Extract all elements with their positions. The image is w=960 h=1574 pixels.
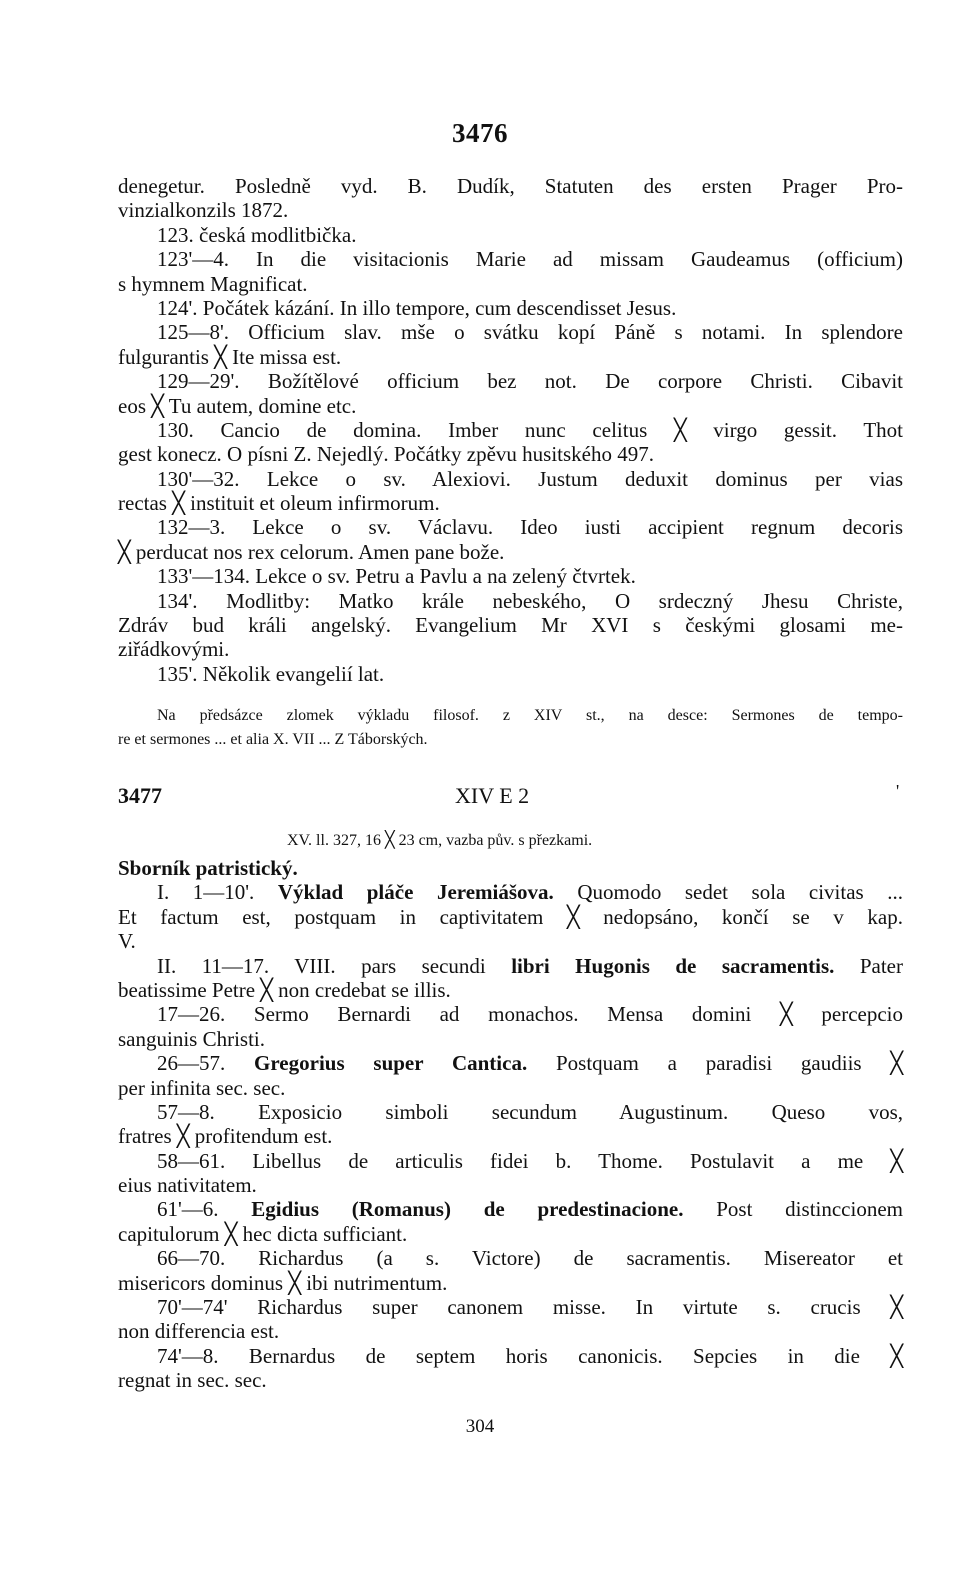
entry-3477-contents bbox=[118, 856, 903, 1393]
text-line: 17—26. Sermo Bernardi ad monachos. Mensa domini ╳ percepcio bbox=[157, 1002, 903, 1027]
text-line: eius nativitatem. bbox=[118, 1173, 257, 1198]
text-line: 130. Cancio de domina. Imber nunc celitus ╳ virgo gessit. Thot bbox=[157, 417, 903, 442]
text-line: 58—61. Libellus de articulis fidei b. Thome. Postulavit a me ╳ bbox=[157, 1148, 903, 1173]
text-line: rectas ╳ instituit et oleum infirmorum. bbox=[118, 491, 440, 516]
text-line: 57—8. Exposicio simboli secundum Augustinum. Queso vos, bbox=[157, 1099, 903, 1124]
note-line: Na předsázce zlomek výkladu filosof. z XIV st., na desce: Sermones de tempo- bbox=[157, 707, 903, 724]
text-line: 132—3. Lekce o sv. Václavu. Ideo iusti accipient regnum decoris bbox=[157, 515, 903, 540]
text-line: 129—29'. Božítělové officium bez not. De corpore Christi. Cibavit bbox=[157, 369, 903, 394]
text-line: beatissime Petre ╳ non credebat se illis. bbox=[118, 977, 451, 1002]
text-line: 70'—74' Richardus super canonem misse. In virtute s. crucis ╳ bbox=[157, 1295, 903, 1320]
provenance-note bbox=[118, 704, 903, 752]
text-line: s hymnem Magnificat. bbox=[118, 271, 308, 296]
text-line: I. 1—10'. Výklad pláče Jeremiášova. Quomodo sedet sola civitas ... bbox=[157, 880, 903, 905]
page-header-number: 3476 bbox=[452, 118, 508, 148]
text-line: 26—57. Gregorius super Cantica. Postquam a paradisi gaudiis ╳ bbox=[157, 1051, 904, 1076]
text-line: 135'. Několik evangelií lat. bbox=[157, 661, 385, 686]
text-line: vinzialkonzils 1872. bbox=[118, 198, 289, 223]
shelf-signature: XIV E 2 bbox=[455, 783, 530, 808]
text-line: 124'. Počátek kázání. In illo tempore, cum descendisset Jesus. bbox=[157, 295, 677, 320]
text-line: per infinita sec. sec. bbox=[118, 1075, 286, 1100]
text-line: regnat in sec. sec. bbox=[118, 1368, 267, 1393]
text-line: 74'—8. Bernardus de septem horis canonicis. Sepcies in die ╳ bbox=[157, 1343, 903, 1368]
text-line: ╳ perducat nos rex celorum. Amen pane bože. bbox=[118, 539, 505, 564]
text-line: 125—8'. Officium slav. mše o svátku kopí Páně s notami. In splendore bbox=[157, 320, 903, 345]
text-line: 134'. Modlitby: Matko krále nebeského, O srdeczný Jhesu Christe, bbox=[157, 588, 903, 613]
text-line: 61'—6. Egidius (Romanus) de predestinacione. Post distinccionem bbox=[157, 1197, 903, 1222]
text-line: II. 11—17. VIII. pars secundi libri Hugonis de sacramentis. Pater bbox=[157, 953, 903, 978]
page-footer-number: 304 bbox=[465, 1416, 495, 1437]
entry-heading bbox=[118, 783, 903, 813]
text-line: fratres ╳ profitendum est. bbox=[118, 1124, 333, 1149]
text-line: 66—70. Richardus (a s. Victore) de sacramentis. Misereator et bbox=[157, 1246, 903, 1271]
text-line: 133'—134. Lekce o sv. Petru a Pavlu a na zelený čtvrtek. bbox=[157, 564, 636, 589]
text-line: fulgurantis ╳ Ite missa est. bbox=[118, 344, 342, 369]
text-line: V. bbox=[118, 929, 136, 954]
entry-3476-continuation bbox=[118, 174, 903, 686]
collection-title-text: Sborník patristický. bbox=[118, 856, 298, 880]
text-line: 130'—32. Lekce o sv. Alexiovi. Justum deduxit dominus per vias bbox=[157, 466, 903, 491]
text-line: sanguinis Christi. bbox=[118, 1026, 266, 1051]
text-line: eos ╳ Tu autem, domine etc. bbox=[118, 393, 357, 418]
text-line: misericors dominus ╳ ibi nutrimentum. bbox=[118, 1270, 448, 1295]
text-line: Zdráv bud králi angelský. Evangelium Mr XVI s českými glosami me- bbox=[118, 613, 903, 638]
text-line: denegetur. Posledně vyd. B. Dudík, Statuten des ersten Prager Pro- bbox=[118, 174, 903, 198]
text-line: 123. česká modlitbička. bbox=[157, 222, 357, 247]
margin-mark: ' bbox=[896, 781, 900, 801]
text-line: non differencia est. bbox=[118, 1319, 280, 1344]
entry-number: 3477 bbox=[118, 783, 162, 808]
note-line: re et sermones ... et alia X. VII ... Z Táborských. bbox=[118, 731, 428, 748]
physical-description: XV. ll. 327, 16 ╳ 23 cm, vazba pův. s přezkami. bbox=[287, 832, 593, 849]
text-line: Et factum est, postquam in captivitatem ╳ nedopsáno, končí se v kap. bbox=[118, 904, 903, 929]
collection-title bbox=[118, 856, 903, 880]
text-line: 123'—4. In die visitacionis Marie ad missam Gaudeamus (officium) bbox=[157, 247, 903, 272]
text-line: capitulorum ╳ hec dicta sufficiant. bbox=[118, 1221, 408, 1246]
text-line: gest konecz. O písni Z. Nejedlý. Počátky zpěvu husitského 497. bbox=[118, 442, 654, 467]
text-line: ziřádkovými. bbox=[118, 637, 230, 662]
